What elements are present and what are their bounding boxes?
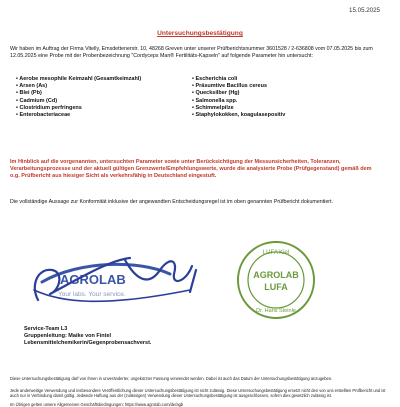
conformity-note: Die vollständige Aussage zur Konformität inklusive der angewandten Entscheidungsregel ist im oben genannten Prüfbericht dokumentiert.	[10, 199, 334, 205]
parameter-item: • Aerobe mesophile Keimzahl (Gesamtkeimzahl)	[16, 76, 192, 83]
parameter-item: • Clostridium perfringens	[16, 105, 192, 112]
parameter-item: • Blei (Pb)	[16, 90, 192, 97]
document-title: Untersuchungsbestätigung	[157, 30, 243, 37]
intro-paragraph: Wir haben im Auftrag der Firma Vitelly, Emsdettenerstr. 10, 48268 Greven unter unserer Prüfberichtsnummer 3601528 / 2-636808 vom 07.05.2025 bis zum 12.05.2025 eine Probe mit der Probenbezeichnung "Cordyceps Man® Fertilitäts-Kapseln" auf folgende Parameter hin untersucht:	[10, 46, 373, 59]
agrolab-logo	[42, 264, 170, 298]
parameter-item: • Quecksilber (Hg)	[192, 90, 388, 97]
parameter-item: • Arsen (As)	[16, 83, 192, 90]
signer-lead: Gruppenleitung: Maike von Fintel	[24, 333, 112, 339]
signer-block	[24, 326, 324, 347]
parameter-item: • Staphylokokken, koagulasepositiv	[192, 112, 388, 119]
parameter-item: • Schimmelpilze	[192, 105, 388, 112]
seal-top-text: AGROLAB	[253, 270, 299, 280]
seal-arc-top: LUFA Kiel	[262, 250, 290, 256]
document-date: 15.05.2025	[349, 7, 380, 14]
signer-team: Service-Team L3	[24, 326, 68, 332]
signer-role: Lebensmittelchemikerin/Gegenprobensachverst.	[24, 340, 152, 346]
footer-usage-note: Diese Untersuchungsbestätigung darf von Ihnen in unveränderter, ungekürzter Fassung verwendet werden. Dabei ist auch das Datum der Untersuchungsbestätigung anzugeben.	[10, 376, 333, 381]
parameter-item: • Salmonella spp.	[192, 98, 388, 105]
parameter-item: • Escherichia coli	[192, 76, 388, 83]
seal-mid-text: LUFA	[264, 282, 288, 292]
footer-terms-note: Im Übrigen gelten unsere Allgemeinen Geschäftsbedingungen: https://www.agrolab.com/de/agb	[10, 402, 184, 407]
footer-liability-note: Jede anderweitige Verwendung und insbesondere Veröffentlichung dieser Untersuchungsbestätigung ist nicht zulässig. Diese Untersuchungsbestätigung ersetzt nicht den von uns erstellten Prüfbericht und ist auch nur in Verbindung damit gültig. Jedwede Haftung aus der (zulässigen) Verwendung dieser Untersuchungsbestätigung ist ausgeschlossen, sofern dies gesetzlich zulässig ist.	[10, 388, 386, 399]
parameter-item: • Enterobacteriaceae	[16, 112, 192, 119]
agrolab-tagline: Your labs. Your service.	[58, 291, 126, 298]
parameter-item: • Präsumtive Bacillus cereus	[192, 83, 388, 90]
lufa-seal	[238, 242, 314, 318]
parameter-list	[16, 76, 388, 119]
conformity-statement: Im Hinblick auf die vorgenannten, untersuchten Parameter sowie unter Berücksichtigung der Messunsicherheiten, Toleranzen, Verarbeitungsprozesse und der aktuell gültigen Grenzwerte/Empfehlungswerte, wurde die analysierte Probe (Prüfgegenstand) gemäß dem o.g. Prüfbericht aus hiesiger Sicht als verkehrsfähig in Deutschland eingestuft.	[10, 159, 372, 179]
agrolab-wordmark: AGROLAB	[60, 272, 126, 287]
seal-arc-bottom: Dr. Hans Steinle	[256, 308, 296, 314]
parameter-item: • Cadmium (Cd)	[16, 98, 192, 105]
